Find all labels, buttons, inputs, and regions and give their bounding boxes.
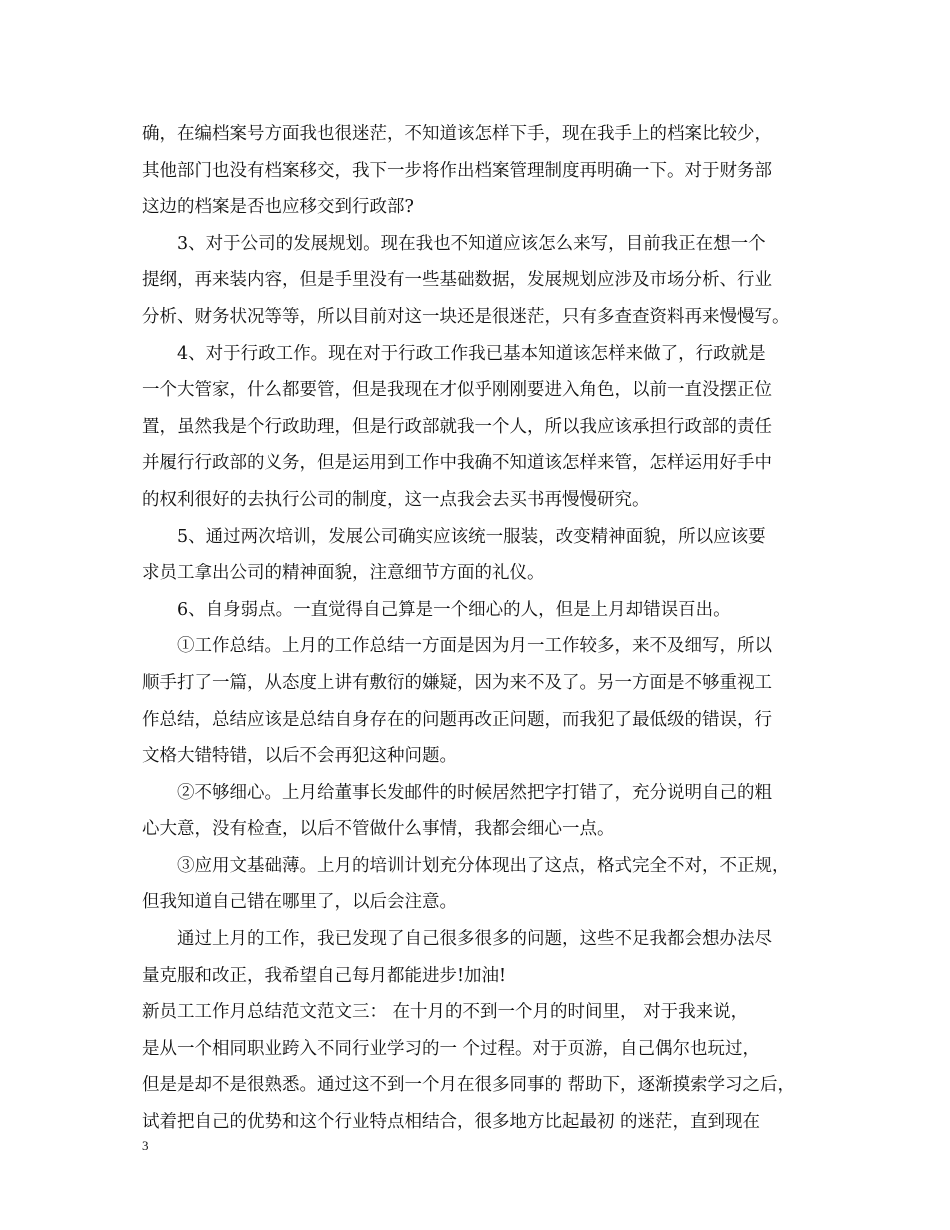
text-line: 求员工拿出公司的精神面貌，注意细节方面的礼仪。 bbox=[142, 563, 545, 584]
text-line: 的权利很好的去执行公司的制度，这一点我会去买书再慢慢研究。 bbox=[142, 489, 650, 510]
page-number: 3 bbox=[142, 1138, 149, 1153]
document-body bbox=[142, 116, 842, 1141]
text-line: 顺手打了一篇，从态度上讲有敷衍的嫌疑，因为来不及了。另一方面是不够重视工 bbox=[142, 672, 772, 693]
text-line: 3、对于公司的发展规划。现在我也不知道应该怎么来写，目前我正在想一个 bbox=[177, 233, 766, 254]
text-line: 文格大错特错，以后不会再犯这种问题。 bbox=[142, 746, 457, 767]
text-line: ③应用文基础薄。上月的培训计划充分体现出了这点，格式完全不对，不正规， bbox=[177, 855, 790, 876]
text-line: 是从一个相同职业跨入不同行业学习的一 个过程。对于页游，自己偶尔也玩过， bbox=[142, 1038, 761, 1059]
text-line: 6、自身弱点。一直觉得自己算是一个细心的人，但是上月却错误百出。 bbox=[177, 599, 731, 620]
text-line: 其他部门也没有档案移交，我下一步将作出档案管理制度再明确一下。对于财务部 bbox=[142, 160, 772, 181]
text-line: 量克服和改正，我希望自己每月都能进步!加油! bbox=[142, 965, 507, 986]
text-line: 分析、财务状况等等，所以目前对这一块还是很迷茫，只有多查查资料再来慢慢写。 bbox=[142, 306, 790, 327]
text-line: 一个大管家，什么都要管，但是我现在才似乎刚刚要进入角色，以前一直没摆正位 bbox=[142, 380, 772, 401]
text-line: 确，在编档案号方面我也很迷茫，不知道该怎样下手，现在我手上的档案比较少， bbox=[142, 124, 772, 144]
text-line: 置，虽然我是个行政助理，但是行政部就我一个人，所以我应该承担行政部的责任 bbox=[142, 416, 772, 437]
text-line: 心大意，没有检查，以后不管做什么事情，我都会细心一点。 bbox=[142, 819, 615, 840]
text-line: 试着把自己的优势和这个行业特点相结合，很多地方比起最初 的迷茫，直到现在 bbox=[142, 1112, 761, 1133]
text-line: 提纲，再来装内容，但是手里没有一些基础数据，发展规划应涉及市场分析、行业 bbox=[142, 270, 772, 291]
text-line: 新员工工作月总结范文范文三： 在十月的不到一个月的时间里， 对于我来说， bbox=[142, 1002, 749, 1023]
text-line: 但是是却不是很熟悉。通过这不到一个月在很多同事的 帮助下，逐渐摸索学习之后， bbox=[142, 1075, 796, 1096]
text-line: 5、通过两次培训，发展公司确实应该统一服装，改变精神面貌，所以应该要 bbox=[177, 526, 766, 547]
text-line: 这边的档案是否也应移交到行政部? bbox=[142, 197, 414, 218]
text-line: 并履行行政部的义务，但是运用到工作中我确不知道该怎样来管，怎样运用好手中 bbox=[142, 453, 772, 474]
text-line: 但我知道自己错在哪里了，以后会注意。 bbox=[142, 892, 457, 913]
text-line: 4、对于行政工作。现在对于行政工作我已基本知道该怎样来做了，行政就是 bbox=[177, 343, 766, 364]
text-line: 作总结，总结应该是总结自身存在的问题再改正问题，而我犯了最低级的错误，行 bbox=[142, 709, 772, 730]
text-line: ①工作总结。上月的工作总结一方面是因为月一工作较多，来不及细写，所以 bbox=[177, 636, 772, 657]
text-line: 通过上月的工作，我已发现了自己很多很多的问题，这些不足我都会想办法尽 bbox=[177, 929, 772, 950]
text-line: ②不够细心。上月给董事长发邮件的时候居然把字打错了，充分说明自己的粗 bbox=[177, 782, 772, 803]
